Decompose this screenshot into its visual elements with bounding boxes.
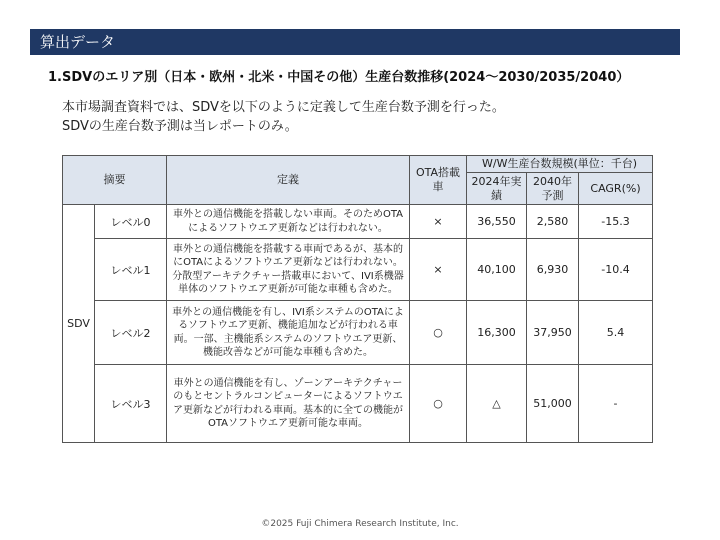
value-2040: 37,950 (527, 301, 579, 365)
level-label: レベル2 (95, 301, 167, 365)
level-definition: 車外との通信機能を搭載しない車両。そのためOTAによるソフトウエア更新などは行われない。 (167, 205, 410, 239)
intro-line-2: SDVの生産台数予測は当レポートのみ。 (62, 119, 298, 134)
header-summary: 摘要 (63, 156, 167, 205)
sdv-group-label: SDV (63, 205, 95, 443)
value-cagr: 5.4 (579, 301, 653, 365)
ota-mark: ○ (410, 365, 467, 443)
value-2024: △ (467, 365, 527, 443)
value-cagr: - (579, 365, 653, 443)
header-2040-forecast: 2040年予測 (527, 173, 579, 205)
value-cagr: -15.3 (579, 205, 653, 239)
header-2024-actual: 2024年実績 (467, 173, 527, 205)
level-definition: 車外との通信機能を搭載する車両であるが、基本的にOTAによるソフトウエア更新などは行われない。分散型アーキテクチャー搭載車において、IVI系機器単体のソフトウエア更新が可能な車種も含めた。 (167, 239, 410, 301)
value-2040: 6,930 (527, 239, 579, 301)
ota-mark: × (410, 239, 467, 301)
value-2024: 40,100 (467, 239, 527, 301)
intro-text (62, 98, 505, 136)
section-title: 算出データ (40, 33, 116, 51)
level-label: レベル1 (95, 239, 167, 301)
table-row (63, 365, 653, 443)
section-header-bar (30, 29, 680, 55)
value-2040: 2,580 (527, 205, 579, 239)
page-subtitle: 1.SDVのエリア別（日本・欧州・北米・中国その他）生産台数推移(2024～2030/2035/2040） (48, 70, 630, 85)
header-cagr: CAGR(%) (579, 173, 653, 205)
level-label: レベル3 (95, 365, 167, 443)
value-cagr: -10.4 (579, 239, 653, 301)
ota-mark: × (410, 205, 467, 239)
table-row (63, 301, 653, 365)
level-label: レベル0 (95, 205, 167, 239)
header-ota: OTA搭載車 (410, 156, 467, 205)
table-row (63, 205, 653, 239)
sdv-definition-table (62, 155, 653, 443)
header-definition: 定義 (167, 156, 410, 205)
header-production-scale: W/W生産台数規模(単位：千台) (467, 156, 653, 173)
value-2024: 36,550 (467, 205, 527, 239)
level-definition: 車外との通信機能を有し、ゾーンアーキテクチャーのもとセントラルコンピューターによるソフトウエア更新などが行われる車両。基本的に全ての機能がOTAソフトウエア更新可能な車両。 (167, 365, 410, 443)
intro-line-1: 本市場調査資料では、SDVを以下のように定義して生産台数予測を行った。 (62, 100, 505, 115)
level-definition: 車外との通信機能を有し、IVI系システムのOTAによるソフトウエア更新、機能追加などが行われる車両。一部、主機能系システムのソフトウエア更新、機能改善などが可能な車種も含めた。 (167, 301, 410, 365)
ota-mark: ○ (410, 301, 467, 365)
value-2040: 51,000 (527, 365, 579, 443)
copyright-footer: ©2025 Fuji Chimera Research Institute, Inc. (261, 519, 459, 529)
value-2024: 16,300 (467, 301, 527, 365)
table-row (63, 239, 653, 301)
